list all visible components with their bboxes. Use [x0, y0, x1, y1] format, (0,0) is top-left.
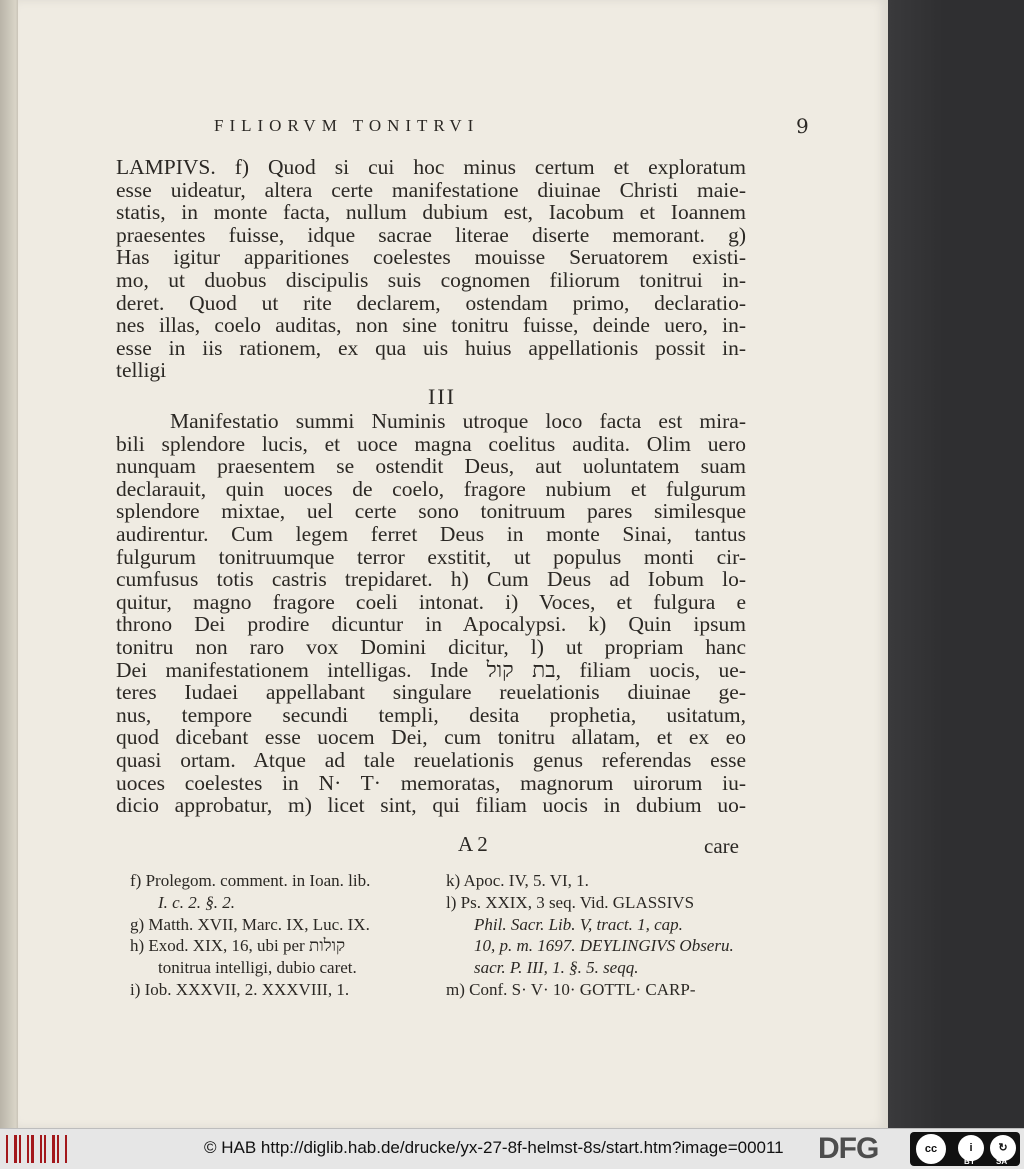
- footnote-line: sacr. P. III, 1. §. 5. seqq.: [474, 958, 639, 978]
- text-line: teres Iudaei appellabant singulare reuelationis diuinae ge-: [116, 680, 746, 705]
- text-line: Dei manifestationem intelligas. Inde בת קול, filiam uocis, ue-: [116, 657, 746, 682]
- text-line: quod dicebant esse uocem Dei, cum tonitru allatam, et ex eo: [116, 725, 746, 750]
- footnote-line: h) Exod. XIX, 16, ubi per קולות: [130, 936, 346, 956]
- signature-mark: A 2: [458, 832, 488, 856]
- paragraph-2: [116, 410, 746, 817]
- text-line: throno Dei prodire dicuntur in Apocalypsi. k) Quin ipsum: [116, 612, 746, 637]
- text-line: bili splendore lucis, et uoce magna coelitus audita. Olim uero: [116, 431, 746, 456]
- text-line: Manifestatio summi Numinis utroque loco facta est mira-: [170, 409, 746, 433]
- text-line: Has igitur apparitiones coelestes mouisse Seruatorem existi-: [116, 245, 746, 270]
- running-head: FILIORVM TONITRVI: [214, 116, 480, 135]
- text-line: mo, ut duobus discipulis suis cognomen filiorum tonitrui in-: [116, 267, 746, 292]
- copyright-credit-link[interactable]: © HAB http://diglib.hab.de/drucke/yx-27-8f-helmst-8s/start.htm?image=00011: [204, 1138, 784, 1157]
- footnotes-left-column: [130, 870, 440, 1001]
- text-line: splendore mixtae, uel certe sono tonitruum pares similesque: [116, 499, 746, 524]
- footnote-line: m) Conf. S· V· 10· GOTTL· CARP-: [446, 979, 696, 999]
- paragraph-1: [116, 156, 746, 382]
- scan-background: [888, 0, 1024, 1128]
- dfg-logo: DFG: [818, 1132, 879, 1165]
- text-line: quasi ortam. Atque ad tale reuelationis genus referendas esse: [116, 747, 746, 772]
- text-line: fulgurum tonitruumque terror exstitit, ut populus monti cir-: [116, 544, 746, 569]
- text-line: nus, tempore secundi templi, desita prophetia, usitatum,: [116, 702, 746, 727]
- share-alike-icon: ↻: [990, 1135, 1016, 1161]
- text-line: uoces coelestes in N· T· memoratas, magnorum uirorum iu-: [116, 770, 746, 795]
- text-line: dicio approbatur, m) licet sint, qui filiam uocis in dubium uo-: [116, 793, 746, 818]
- text-line: LAMPIVS. f) Quod si cui hoc minus certum et exploratum: [116, 155, 746, 179]
- footnote-line: tonitrua intelligi, dubio caret.: [158, 958, 357, 978]
- text-line: telligi: [116, 358, 167, 383]
- text-line: statis, in monte facta, nullum dubium est, Iacobum et Ioannem: [116, 200, 746, 225]
- footnote-line: k) Apoc. IV, 5. VI, 1.: [446, 871, 589, 890]
- cc-icon: cc: [916, 1134, 946, 1164]
- text-line: audirentur. Cum legem ferret Deus in monte Sinai, tantus: [116, 521, 746, 546]
- barcode-icon: [6, 1135, 67, 1163]
- text-line: cumfusus totis castris trepidaret. h) Cum Deus ad Iobum lo-: [116, 567, 746, 592]
- section-heading: III: [428, 384, 456, 409]
- text-line: nunquam praesentem se ostendit Deus, aut uoluntatem suam: [116, 454, 746, 479]
- license-by-label: BY: [964, 1157, 976, 1166]
- footnote-line: f) Prolegom. comment. in Ioan. lib.: [130, 871, 371, 890]
- text-line: quitur, magno fragore coeli intonat. i) Voces, et fulgura e: [116, 589, 746, 614]
- text-line: esse uideatur, altera certe manifestatione diuinae Christi maie-: [116, 177, 746, 202]
- book-page: [18, 0, 888, 1128]
- footnote-line: I. c. 2. §. 2.: [158, 892, 235, 912]
- footnote-line: i) Iob. XXXVII, 2. XXXVIII, 1.: [130, 979, 350, 999]
- text-line: esse in iis rationem, ex qua uis huius appellationis possit in-: [116, 335, 746, 360]
- text-line: nes illas, coelo auditas, non sine tonitru fuisse, deinde uero, in-: [116, 313, 746, 338]
- footnote-line: Phil. Sacr. Lib. V, tract. 1, cap.: [474, 914, 683, 934]
- attribution-icon: i: [958, 1135, 984, 1161]
- catchword: care: [704, 834, 739, 858]
- text-line: tonitru non raro vox Domini dicitur, l) ut propriam hanc: [116, 634, 746, 659]
- viewer-footer-bar: [0, 1128, 1024, 1169]
- text-line: praesentes fuisse, idque sacrae literae diserte memorant. g): [116, 222, 746, 247]
- license-sa-label: SA: [996, 1157, 1008, 1166]
- footnote-line: l) Ps. XXIX, 3 seq. Vid. GLASSIVS: [446, 892, 695, 912]
- text-line: deret. Quod ut rite declarem, ostendam primo, declaratio-: [116, 290, 746, 315]
- footnote-line: g) Matth. XVII, Marc. IX, Luc. IX.: [130, 914, 370, 934]
- page-number: 9: [796, 114, 809, 138]
- creative-commons-badge[interactable]: [910, 1132, 1020, 1166]
- footnote-line: 10, p. m. 1697. DEYLINGIVS Obseru.: [474, 936, 734, 956]
- footnotes-right-column: [446, 870, 766, 1001]
- text-line: declarauit, quin uoces de coelo, fragore nubium et fulgurum: [116, 476, 746, 501]
